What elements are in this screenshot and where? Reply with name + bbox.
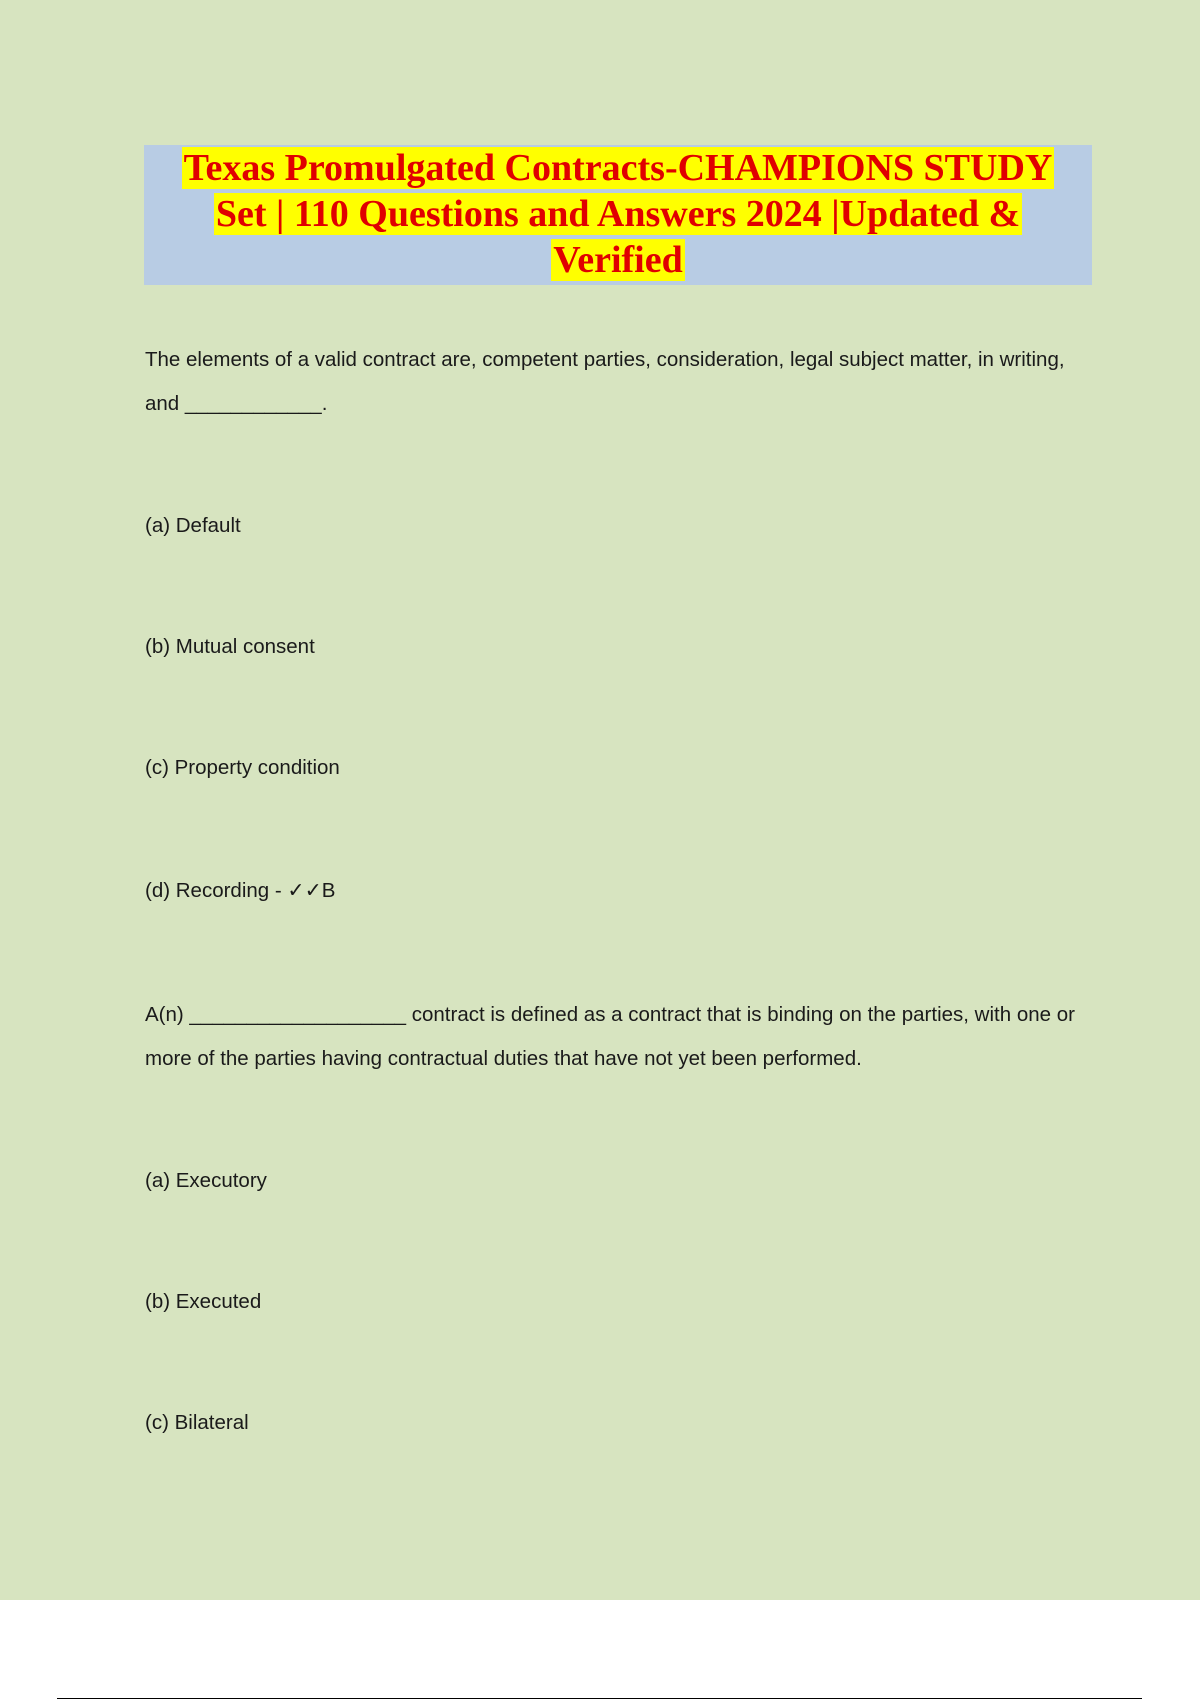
title-line-2: Set | 110 Questions and Answers 2024 |Updated & [215, 193, 1021, 235]
question-1-option-b: (b) Mutual consent [145, 635, 315, 658]
title-line-1: Texas Promulgated Contracts-CHAMPIONS STUDY [183, 147, 1053, 189]
title-line-3: Verified [553, 239, 683, 281]
question-1-option-d: (d) Recording - ✓✓B [145, 879, 336, 902]
document-title [144, 145, 1092, 285]
question-2-option-b: (b) Executed [145, 1290, 262, 1313]
footer-divider [57, 1698, 1142, 1699]
question-2-option-a: (a) Executory [145, 1169, 267, 1192]
question-1-option-c: (c) Property condition [145, 756, 340, 779]
question-1-option-a: (a) Default [145, 514, 241, 537]
question-1-text: The elements of a valid contract are, competent parties, consideration, legal subject matter, in writing, and ____________. [145, 348, 1065, 415]
question-2-text: A(n) ___________________ contract is defined as a contract that is binding on the parties, with one or more of the parties having contractual duties that have not yet been performed. [145, 1003, 1075, 1070]
question-2-option-c: (c) Bilateral [145, 1411, 249, 1434]
